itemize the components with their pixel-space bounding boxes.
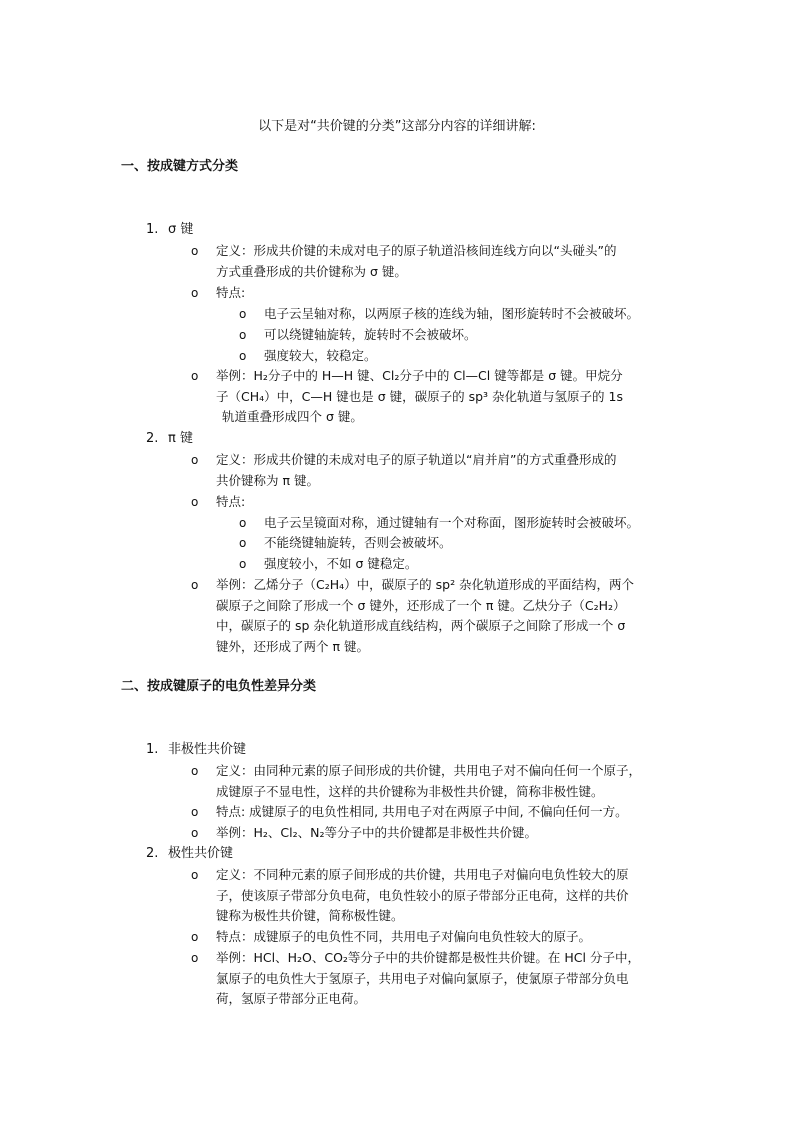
sub-bullet-icon: o [239, 349, 247, 363]
section-heading-bonding-mode: 一、按成键方式分类 [121, 159, 239, 174]
bullet-icon: o [191, 951, 199, 965]
text-line: 定义：由同种元素的原子间形成的共价键，共用电子对不偏向任何一个原子， [216, 763, 642, 778]
text-line: 共价键称为 π 键。 [216, 472, 319, 488]
bullet-icon: o [191, 495, 199, 509]
polar-example [216, 948, 640, 1010]
polar-definition [216, 865, 629, 927]
text-line: 键外，还形成了两个 π 键。 [216, 638, 369, 654]
pi-feature: 强度较小，不如 σ 键稳定。 [264, 556, 418, 571]
list-number: 1. [146, 222, 159, 237]
bullet-icon: o [191, 244, 199, 258]
intro-text: 以下是对“共价键的分类”这部分内容的详细讲解: [258, 119, 536, 134]
sub-bullet-icon: o [239, 557, 247, 571]
bullet-icon: o [191, 930, 199, 944]
text-line: 轨道重叠形成四个 σ 键。 [222, 409, 363, 425]
bullet-icon: o [191, 453, 199, 467]
text-line: 成键原子不显电性，这样的共价键称为非极性共价键，简称非极性键。 [216, 783, 604, 799]
sigma-feature: 强度较大，较稳定。 [264, 348, 377, 363]
sigma-definition [216, 241, 616, 282]
pi-feature: 电子云呈镜面对称，通过键轴有一个对称面，图形旋转时会被破坏。 [264, 515, 640, 530]
sigma-features-label: 特点: [216, 285, 246, 300]
list-number: 2. [146, 431, 159, 446]
pi-feature: 不能绕键轴旋转，否则会被破坏。 [264, 535, 452, 550]
bullet-icon: o [191, 868, 199, 882]
sigma-feature: 可以绕键轴旋转，旋转时不会被破坏。 [264, 327, 477, 342]
sub-bullet-icon: o [239, 536, 247, 550]
bullet-icon: o [191, 826, 199, 840]
list-number: 1. [146, 742, 159, 757]
section-heading-electronegativity: 二、按成键原子的电负性差异分类 [121, 679, 317, 694]
text-line: 中，碳原子的 sp 杂化轨道形成直线结构，两个碳原子之间除了形成一个 σ [216, 618, 626, 634]
bullet-icon: o [191, 369, 199, 383]
bullet-icon: o [191, 286, 199, 300]
bullet-icon: o [191, 578, 199, 592]
text-line: 举例：乙烯分子（C₂H₄）中，碳原子的 sp² 杂化轨道形成的平面结构，两个 [216, 577, 635, 592]
text-line: 定义：形成共价键的未成对电子的原子轨道以“肩并肩”的方式重叠形成的 [216, 452, 617, 467]
bullet-icon: o [191, 764, 199, 778]
text-line: 举例：H₂分子中的 H—H 键、Cl₂分子中的 Cl—Cl 键等都是 σ 键。甲烷分 [216, 368, 623, 383]
text-line: 荷，氢原子带部分正电荷。 [216, 991, 367, 1007]
sigma-example [216, 366, 623, 428]
text-line: 碳原子之间除了形成一个 σ 键外，还形成了一个 π 键。乙炔分子（C₂H₂） [216, 597, 626, 613]
polar-features: 特点：成键原子的电负性不同，共用电子对偏向电负性较大的原子。 [216, 929, 592, 944]
text-line: 子，使该原子带部分负电荷，电负性较小的原子带部分正电荷，这样的共价 [216, 887, 629, 903]
item-title-polar-bond: 极性共价键 [168, 846, 234, 861]
text-line: 定义：不同种元素的原子间形成的共价键，共用电子对偏向电负性较大的原 [216, 867, 629, 882]
bullet-icon: o [191, 805, 199, 819]
text-line: 方式重叠形成的共价键称为 σ 键。 [216, 263, 407, 279]
text-line: 举例：HCl、H₂O、CO₂等分子中的共价键都是极性共价键。在 HCl 分子中， [216, 950, 640, 965]
nonpolar-features: 特点: 成键原子的电负性相同, 共用电子对在两原子中间, 不偏向任何一方。 [216, 804, 628, 819]
pi-definition [216, 450, 616, 491]
nonpolar-example: 举例：H₂、Cl₂、N₂等分子中的共价键都是非极性共价键。 [216, 825, 537, 840]
sub-bullet-icon: o [239, 516, 247, 530]
item-title-nonpolar-bond: 非极性共价键 [168, 742, 247, 757]
text-line: 氯原子的电负性大于氢原子，共用电子对偏向氯原子，使氯原子带部分负电 [216, 970, 629, 986]
item-title-sigma-bond: σ 键 [168, 222, 194, 237]
item-title-pi-bond: π 键 [168, 431, 193, 446]
pi-features-label: 特点: [216, 494, 246, 509]
sigma-feature: 电子云呈轴对称，以两原子核的连线为轴，图形旋转时不会被破坏。 [264, 306, 640, 321]
sub-bullet-icon: o [239, 328, 247, 342]
sub-bullet-icon: o [239, 307, 247, 321]
text-line: 子（CH₄）中，C—H 键也是 σ 键，碳原子的 sp³ 杂化轨道与氢原子的 1s [216, 388, 623, 404]
text-line: 键称为极性共价键，简称极性键。 [216, 908, 404, 924]
text-line: 定义：形成共价键的未成对电子的原子轨道沿核间连线方向以“头碰头”的 [216, 243, 617, 258]
pi-example [216, 575, 634, 657]
list-number: 2. [146, 846, 159, 861]
nonpolar-definition [216, 761, 641, 802]
